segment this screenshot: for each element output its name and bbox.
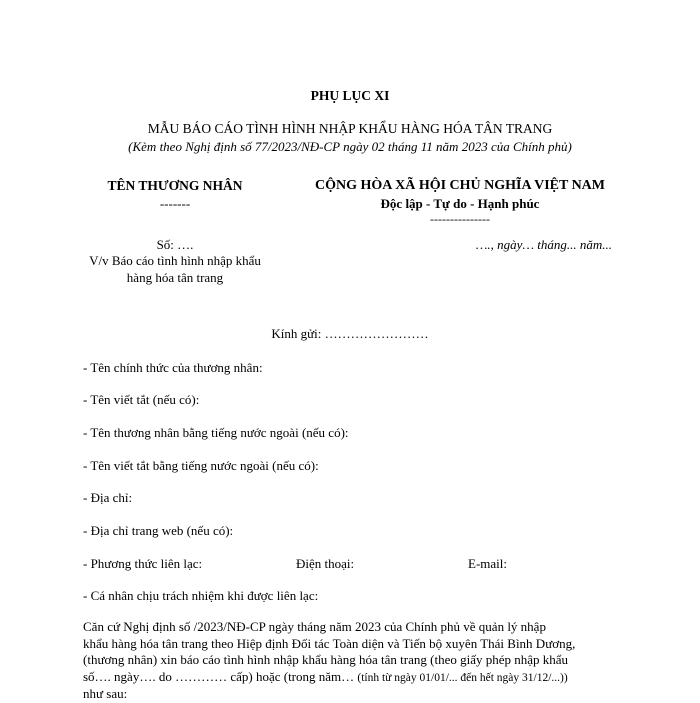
document-number: Số: …. (156, 237, 194, 252)
date-line: …., ngày… tháng... năm... (475, 237, 612, 252)
body-paragraph (83, 619, 623, 703)
field-official-name: - Tên chính thức của thương nhân: (83, 360, 263, 375)
field-phone: Điện thoại: (296, 556, 355, 571)
subject-line-1: V/v Báo cáo tình hình nhập khẩu (89, 253, 261, 268)
paragraph-line-4-main: số…. ngày…. do ………… cấp) hoặc (trong năm… (83, 668, 358, 684)
merchant-divider: ------- (159, 196, 191, 211)
nation-title: CỘNG HÒA XÃ HỘI CHỦ NGHĨA VIỆT NAM (314, 178, 605, 193)
recipient-line: Kính gửi: …………………… (271, 326, 429, 341)
paragraph-line-4-period: (tính từ ngày 01/01/... đến hết ngày 31/12/...)) (357, 671, 568, 684)
motto-divider: --------------- (430, 212, 490, 226)
merchant-name-label: TÊN THƯƠNG NHÂN (107, 178, 243, 193)
field-responsible-person: - Cá nhân chịu trách nhiệm khi được liên lạc: (83, 588, 319, 603)
paragraph-line-3: (thương nhân) xin báo cáo tình hình nhập khẩu hàng hóa tân trang (theo giấy phép nhập khẩu (83, 652, 569, 667)
paragraph-line-5: như sau: (83, 686, 128, 701)
field-email: E-mail: (468, 556, 507, 571)
appendix-title: PHỤ LỤC XI (310, 88, 390, 103)
form-subtitle: (Kèm theo Nghị định số 77/2023/NĐ-CP ngày 02 tháng 11 năm 2023 của Chính phủ) (128, 139, 572, 154)
field-address: - Địa chỉ: (83, 490, 133, 505)
national-motto: Độc lập - Tự do - Hạnh phúc (380, 196, 540, 211)
subject-line-2: hàng hóa tân trang (126, 270, 224, 285)
field-website: - Địa chỉ trang web (nếu có): (83, 523, 234, 538)
field-contact-method: - Phương thức liên lạc: (83, 556, 203, 571)
paragraph-line-2: khẩu hàng hóa tân trang theo Hiệp định Đối tác Toàn diện và Tiến bộ xuyên Thái Bình Dương, (83, 635, 576, 651)
field-foreign-short-name: - Tên viết tắt bằng tiếng nước ngoài (nếu có): (83, 458, 319, 473)
paragraph-line-4 (83, 669, 623, 687)
form-title: MẪU BÁO CÁO TÌNH HÌNH NHẬP KHẨU HÀNG HÓA TÂN TRANG (147, 121, 553, 136)
paragraph-line-1: Căn cứ Nghị định số /2023/NĐ-CP ngày tháng năm 2023 của Chính phủ về quản lý nhập (83, 619, 546, 634)
field-short-name: - Tên viết tắt (nếu có): (83, 392, 200, 407)
field-foreign-name: - Tên thương nhân bằng tiếng nước ngoài (nếu có): (83, 425, 349, 440)
